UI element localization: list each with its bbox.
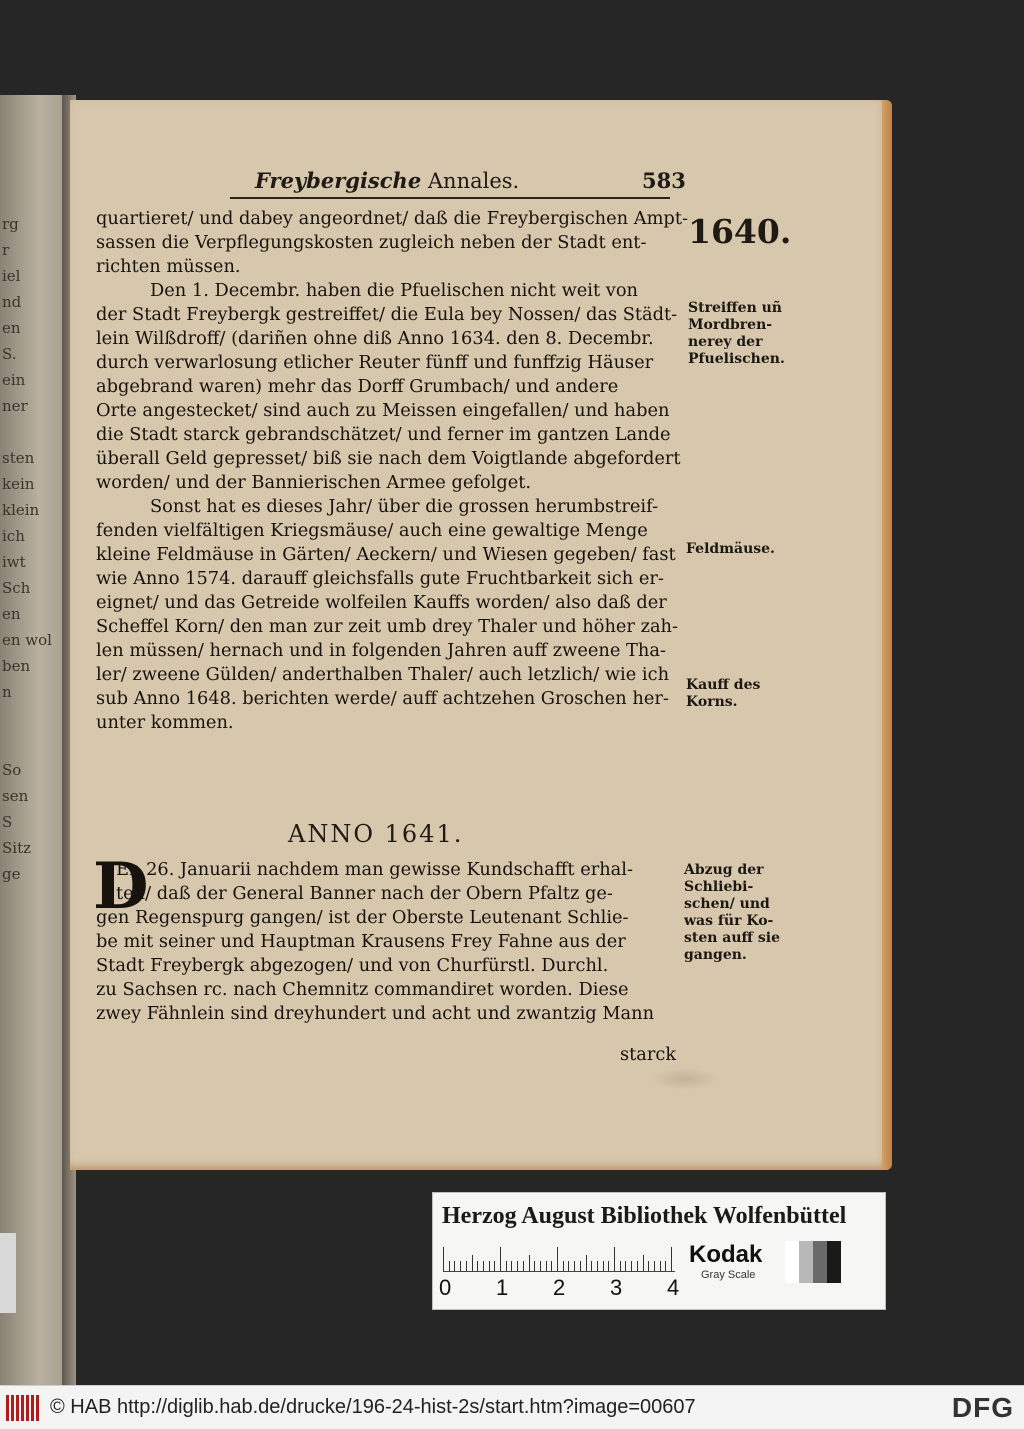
facing-page-fragment: n [2, 683, 12, 701]
text-line: Sonst hat es dieses Jahr/ über die grossen herumbstreif- [150, 496, 659, 517]
ruler-tick [648, 1261, 649, 1271]
ruler-tick [574, 1261, 575, 1271]
margin-note-line: Feldmäuse. [686, 541, 775, 557]
facing-page-fragment: ge [2, 865, 21, 883]
text-line: gen Regenspurg gangen/ ist der Oberste Leutenant Schlie- [96, 907, 629, 928]
ruler-tick [540, 1261, 541, 1271]
text-line: be mit seiner und Hauptman Krausens Frey Fahne aus der [96, 931, 626, 952]
facing-page-fragment: en [2, 605, 21, 623]
logo-bar [36, 1395, 39, 1421]
logo-bar [21, 1395, 24, 1421]
ruler-digit: 1 [496, 1275, 509, 1300]
ruler-tick [603, 1261, 604, 1271]
text-line: wie Anno 1574. darauff gleichsfalls gute Fruchtbarkeit sich er- [96, 568, 664, 589]
kodak-logo: Kodak [689, 1241, 763, 1268]
header-subtitle: Annales. [427, 169, 520, 193]
margin-note-line: Korns. [686, 694, 738, 710]
ruler-tick [511, 1261, 512, 1271]
ruler-digit: 2 [553, 1275, 566, 1300]
text-line: En 26. Januarii nachdem man gewisse Kundschafft erhal- [116, 859, 633, 880]
margin-note-feldmaeuse [686, 541, 775, 558]
ruler-tick [568, 1261, 569, 1271]
margin-note-line: nerey der [688, 334, 763, 350]
margin-note-abzug [684, 862, 780, 964]
ruler-tick [665, 1261, 666, 1271]
ruler-tick [557, 1247, 558, 1271]
text-line: zwey Fähnlein sind dreyhundert und acht und zwantzig Mann [96, 1003, 655, 1024]
logo-bar [16, 1395, 19, 1421]
catchword: starck [620, 1044, 677, 1065]
copyright-url[interactable]: © HAB http://diglib.hab.de/drucke/196-24-hist-2s/start.htm?image=00607 [50, 1396, 696, 1418]
text-line: Scheffel Korn/ den man zur zeit umb drey Thaler und höher zah- [96, 616, 679, 637]
facing-page-edge [0, 95, 70, 1385]
gray-scale-label: Gray Scale [701, 1269, 756, 1281]
text-line: len müssen/ hernach und in folgenden Jahren auff zweene Tha- [96, 640, 666, 661]
text-line: quartieret/ und dabey angeordnet/ daß die Freybergischen Ampt- [96, 208, 688, 229]
text-line: lein Wilßdroff/ (dariñen ohne diß Anno 1634. den 8. Decembr. [96, 328, 654, 349]
gray-swatch [785, 1241, 799, 1283]
facing-page-fragment: iel [2, 267, 21, 285]
margin-note-line: Streiffen uñ [688, 300, 782, 316]
anno-heading: ANNO 1641. [288, 820, 464, 848]
margin-note-line: Pfuelischen. [688, 351, 785, 367]
dfg-logo: DFG [951, 1392, 1014, 1423]
text-line: richten müssen. [96, 256, 241, 277]
gray-swatch [799, 1241, 813, 1283]
ruler-tick [466, 1261, 467, 1271]
ruler-tick [625, 1261, 626, 1271]
ruler-tick [586, 1255, 587, 1271]
ruler-digit: 0 [439, 1275, 452, 1300]
text-line: durch verwarlosung etlicher Reuter fünff und funffzig Häuser [96, 352, 654, 373]
scale-ruler [443, 1245, 675, 1272]
color-target-card [432, 1192, 886, 1310]
margin-note-line: Abzug der [684, 862, 764, 878]
margin-note-line: Mordbren- [688, 317, 773, 333]
ruler-tick [477, 1261, 478, 1271]
ruler-tick [523, 1261, 524, 1271]
facing-page-fragment: en [2, 319, 21, 337]
facing-page-fragment: rg [2, 215, 19, 233]
text-line: eignet/ und das Getreide wolfeilen Kauffs worden/ also daß der [96, 592, 667, 613]
facing-page-fragment: sten [2, 449, 35, 467]
facing-page-fragment: S. [2, 345, 17, 363]
facing-page-fragment: ner [2, 397, 28, 415]
ink-bleed [650, 1068, 720, 1090]
running-header [255, 168, 519, 193]
ruler-tick [506, 1261, 507, 1271]
ruler-tick [580, 1261, 581, 1271]
ruler-tick [608, 1261, 609, 1271]
library-name: Herzog August Bibliothek Wolfenbüttel [442, 1203, 847, 1229]
facing-page-fragment: kein [2, 475, 35, 493]
text-line: überall Geld gepresset/ biß sie nach dem Voigtlande abgefordert [96, 448, 681, 469]
text-line: unter kommen. [96, 712, 234, 733]
ruler-tick [654, 1261, 655, 1271]
ruler-tick [517, 1261, 518, 1271]
side-label-tab [0, 1233, 16, 1313]
text-line: kleine Feldmäuse in Gärten/ Aeckern/ und Wiesen gegeben/ fast [96, 544, 676, 565]
facing-page-fragment: ein [2, 371, 26, 389]
ruler-tick [443, 1247, 444, 1271]
hab-logo-icon [6, 1395, 42, 1421]
facing-page-fragment: So [2, 761, 22, 779]
header-rule [230, 197, 670, 199]
margin-note-line: was für Ko- [684, 913, 774, 929]
text-line: fenden vielfältigen Kriegsmäuse/ auch eine gewaltige Menge [96, 520, 648, 541]
margin-note-line: schen/ und [684, 896, 770, 912]
ruler-tick [591, 1261, 592, 1271]
facing-page-fragment: S [2, 813, 13, 831]
ruler-tick [483, 1261, 484, 1271]
ruler-digit: 3 [610, 1275, 623, 1300]
ruler-tick [534, 1261, 535, 1271]
facing-page-fragment: r [2, 241, 10, 259]
body-text-1641 [96, 858, 682, 1026]
text-line: zu Sachsen rc. nach Chemnitz commandiret worden. Diese [96, 979, 629, 1000]
year-marginal: 1640. [688, 212, 792, 251]
ruler-tick [529, 1255, 530, 1271]
ruler-tick [637, 1261, 638, 1271]
text-line: Stadt Freybergk abgezogen/ und von Churfürstl. Durchl. [96, 955, 609, 976]
drop-cap: D [93, 849, 149, 924]
footer-strip [0, 1385, 1024, 1429]
ruler-tick [449, 1261, 450, 1271]
ruler-tick [660, 1261, 661, 1271]
facing-page-fragment: ich [2, 527, 25, 545]
text-line: Den 1. Decembr. haben die Pfuelischen nicht weit von [150, 280, 638, 301]
gray-swatch [827, 1241, 841, 1283]
ruler-tick [500, 1247, 501, 1271]
text-line: der Stadt Freybergk gestreiffet/ die Eula bey Nossen/ das Städt- [96, 304, 678, 325]
ruler-tick [489, 1261, 490, 1271]
header-title: Freybergische [255, 168, 422, 193]
ruler-tick [620, 1261, 621, 1271]
facing-page-fragment: ben [2, 657, 31, 675]
page-edge [882, 100, 892, 1170]
ruler-tick [460, 1261, 461, 1271]
ruler-tick [643, 1255, 644, 1271]
ruler-tick [614, 1247, 615, 1271]
margin-note-line: Schliebi- [684, 879, 754, 895]
ruler-tick [472, 1255, 473, 1271]
facing-page-fragment: nd [2, 293, 22, 311]
logo-bar [26, 1395, 29, 1421]
facing-page-fragment: klein [2, 501, 40, 519]
ruler-tick [671, 1247, 672, 1271]
margin-note-streiffen [688, 300, 785, 368]
text-line: Orte angestecket/ sind auch zu Meissen eingefallen/ und haben [96, 400, 670, 421]
facing-page-fragment: Sch [2, 579, 31, 597]
ruler-tick [454, 1261, 455, 1271]
facing-page-fragment: sen [2, 787, 29, 805]
facing-page-fragment: iwt [2, 553, 26, 571]
ruler-tick [551, 1261, 552, 1271]
ruler-tick [597, 1261, 598, 1271]
text-line: sassen die Verpflegungskosten zugleich neben der Stadt ent- [96, 232, 647, 253]
text-line: abgebrand waren) mehr das Dorff Grumbach/ und andere [96, 376, 619, 397]
logo-bar [11, 1395, 14, 1421]
ruler-tick [546, 1261, 547, 1271]
text-line: die Stadt starck gebrandschätzet/ und ferner im gantzen Lande [96, 424, 671, 445]
text-line: sub Anno 1648. berichten werde/ auff achtzehen Groschen her- [96, 688, 669, 709]
text-line: worden/ und der Bannierischen Armee gefolget. [96, 472, 532, 493]
ruler-tick [631, 1261, 632, 1271]
logo-bar [31, 1395, 34, 1421]
margin-note-kauff [686, 677, 760, 711]
page-number: 583 [642, 168, 686, 193]
margin-note-line: Kauff des [686, 677, 761, 693]
facing-page-fragment: Sitz [2, 839, 32, 857]
margin-note-line: sten auff sie [684, 930, 781, 946]
ruler-digit: 4 [667, 1275, 680, 1300]
logo-bar [6, 1395, 9, 1421]
gray-swatch [813, 1241, 827, 1283]
facing-page-fragment: en wol [2, 631, 52, 649]
ruler-digits [439, 1275, 679, 1299]
text-line: ten/ daß der General Banner nach der Obern Pfaltz ge- [116, 883, 613, 904]
text-line: ler/ zweene Gülden/ anderthalben Thaler/ auch letzlich/ wie ich [96, 664, 670, 685]
margin-note-line: gangen. [684, 947, 747, 963]
ruler-tick [563, 1261, 564, 1271]
ruler-tick [494, 1261, 495, 1271]
body-text-1640 [96, 207, 688, 735]
